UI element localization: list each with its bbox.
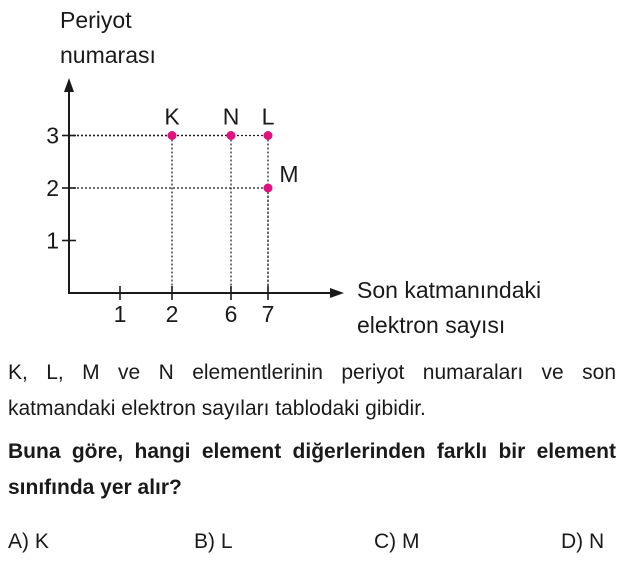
answer-choices	[8, 530, 616, 562]
point-K	[168, 131, 177, 140]
choice-d[interactable]: D) N	[561, 530, 605, 553]
x-axis-label-line1: Son katmanındaki	[357, 277, 542, 303]
x-tick-label-7: 7	[261, 301, 275, 327]
y-tick-label-3: 3	[46, 122, 59, 149]
question-intro: K, L, M ve N elementlerinin periyot numaraları ve son katmandaki elektron sayıları tablodaki gibidir.	[8, 361, 616, 420]
y-tick-label-1: 1	[46, 227, 59, 254]
y-axis-arrow	[64, 78, 74, 92]
x-tick-label-6: 6	[224, 301, 238, 327]
x-axis-arrow	[330, 288, 344, 298]
y-axis-label-line1: Periyot	[60, 7, 132, 33]
point-label-L: L	[261, 103, 275, 130]
y-tick-label-2: 2	[46, 175, 59, 201]
choice-a[interactable]: A) K	[8, 530, 49, 553]
point-N	[227, 131, 236, 140]
point-L	[264, 131, 273, 140]
point-label-K: K	[164, 103, 180, 130]
point-label-M: M	[279, 161, 299, 187]
question-prompt: Buna göre, hangi element diğerlerinden farklı bir element sınıfında yer alır?	[8, 440, 616, 499]
point-M	[264, 184, 273, 193]
point-label-N: N	[222, 103, 240, 130]
choice-c[interactable]: C) M	[374, 530, 420, 553]
x-tick-label-1: 1	[113, 301, 127, 327]
choice-b[interactable]: B) L	[194, 530, 233, 553]
x-tick-label-2: 2	[165, 301, 179, 327]
x-axis-label-line2: elektron sayısı	[357, 312, 506, 338]
y-axis-label-line2: numarası	[60, 42, 156, 68]
